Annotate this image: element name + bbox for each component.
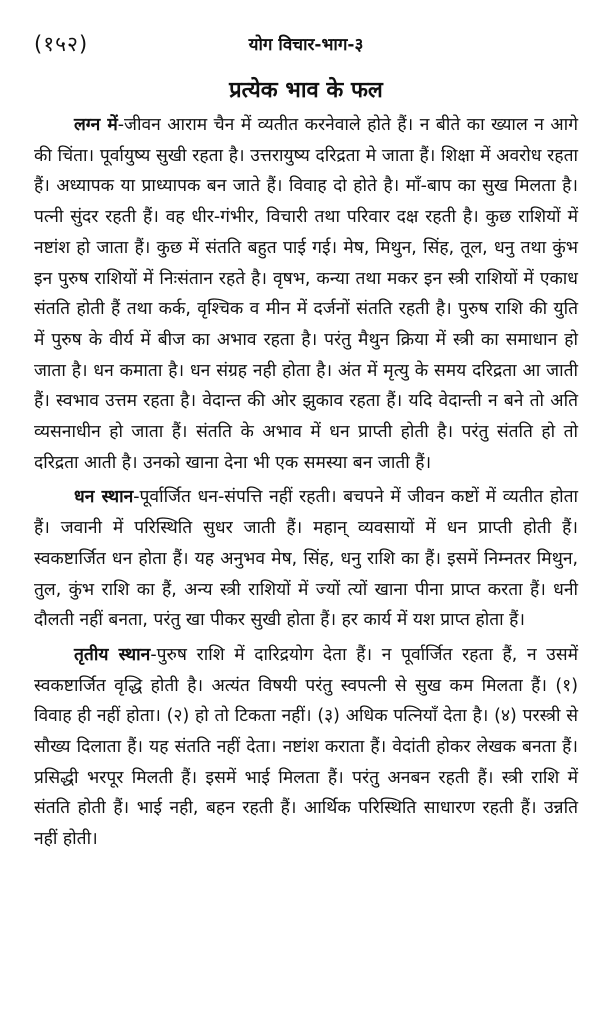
paragraph-tritiya-sthan <box>34 640 578 855</box>
paragraph-text: -जीवन आराम चैन में व्यतीत करनेवाले होते हैं। न बीते का ख्याल न आगे की चिंता। पूर्वायुष्य सुखी रहता है। उत्तरायुष्य दरिद्रता मे जाता हैं। शिक्षा में अवरोध रहता हैं। अध्यापक या प्राध्यापक बन जाते हैं। विवाह दो होते है। माँ-बाप का सुख मिलता है। पत्नी सुंदर रहती हैं। वह धीर-गंभीर, विचारी तथा परिवार दक्ष रहती है। कुछ राशियों में नष्टांश हो जाता हैं। कुछ में संतति बहुत पाई गई। मेष, मिथुन, सिंह, तूल, धनु तथा कुंभ इन पुरुष राशियों में निःसंतान रहते है। वृषभ, कन्या तथा मकर इन स्त्री राशियों में एकाध संतति होती हैं तथा कर्क, वृश्चिक व मीन में दर्जनों संतति रहती है। पुरुष राशि की युति में पुरुष के वीर्य में बीज का अभाव रहता है। परंतु मैथुन क्रिया में स्त्री का समाधान हो जाता है। धन कमाता है। धन संग्रह नही होता है। अंत में मृत्यु के समय दरिद्रता आ जाती हैं। स्वभाव उत्तम रहता है। वेदान्त की ओर झुकाव रहता हैं। यदि वेदान्ती न बने तो अति व्यसनाधीन हो जाता हैं। संतति के अभाव में धन प्राप्ती होती है। परंतु संतति हो तो दरिद्रता आती है। उनको खाना देना भी एक समस्या बन जाती हैं। <box>34 115 578 473</box>
section-heading: लग्न में <box>74 115 118 135</box>
page-header <box>34 0 578 60</box>
section-heading: तृतीय स्थान <box>74 644 151 665</box>
section-heading: धन स्थान <box>74 487 134 508</box>
running-title: योग विचार-भाग-३ <box>248 35 364 55</box>
paragraph-text: -पुरुष राशि में दारिद्रयोग देता हैं। न पूर्वार्जित रहता हैं, न उसमें स्वकष्टार्जित वृद्धि होती है। अत्यंत विषयी परंतु स्वपत्नी से सुख कम मिलता हैं। (१) विवाह ही नहीं होता। (२) हो तो टिकता नहीं। (३) अधिक पत्नियाँ देता है। (४) परस्त्री से सौख्य दिलाता हैं। यह संतति नहीं देता। नष्टांश कराता हैं। वेदांती होकर लेखक बनता हैं। प्रसिद्धी भरपूर मिलती हैं। इसमें भाई मिलता हैं। परंतु अनबन रहती हैं। स्त्री राशि में संतति होती हैं। भाई नही, बहन रहती हैं। आर्थिक परिस्थिति साधारण रहती हैं। उन्नति नहीं होती। <box>34 644 578 850</box>
paragraph-dhan-sthan <box>34 482 578 636</box>
paragraph-text: -पूर्वार्जित धन-संपत्ति नहीं रहती। बचपने में जीवन कष्टों में व्यतीत होता हैं। जवानी में परिस्थिति सुधर जाती हैं। महान्‌ व्यवसायों में धन प्राप्ती होती हैं। स्वकष्टार्जित धन होता हैं। यह अनुभव मेष, सिंह, धनु राशि का हैं। इसमें निम्नतर मिथुन, तुल, कुंभ राशि का हैं, अन्य स्त्री राशियों में ज्यों त्यों खाना पीना प्राप्त करता हैं। धनी दौलती नहीं बनता, परंतु खा पीकर सुखी होता हैं। हर कार्य में यश प्राप्त होता हैं। <box>34 487 578 631</box>
page-title: प्रत्येक भाव के फल <box>229 78 383 103</box>
page-number: (१५२) <box>34 32 89 56</box>
paragraph-lagna <box>34 110 578 478</box>
